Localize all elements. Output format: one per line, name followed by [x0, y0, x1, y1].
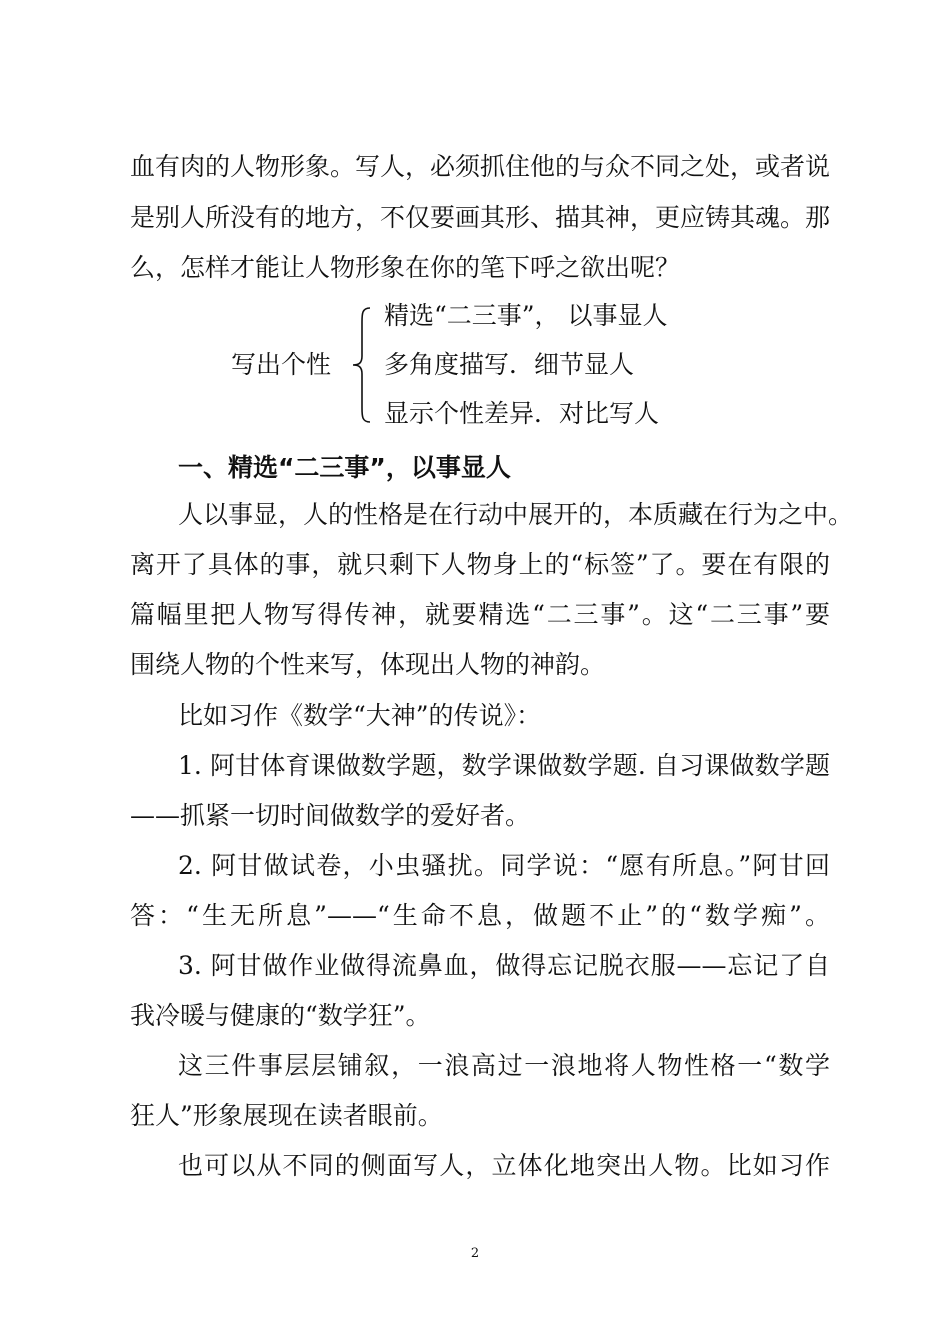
summary-line-2: 狂人”形象展现在读者眼前。 [130, 1101, 443, 1130]
summary-line-1: 这三件事层层铺叙，一浪高过一浪地将人物性格一“数学 [178, 1051, 830, 1080]
item1-line-2: ——抓紧一切时间做数学的爱好者。 [130, 801, 531, 830]
para1-line-1: 人以事显，人的性格是在行动中展开的，本质藏在行为之中。 [178, 500, 854, 529]
item2-line-1: 2. 阿甘做试卷，小虫骚扰。同学说：“愿有所息。”阿甘回 [178, 851, 830, 880]
diagram-label: 写出个性 [231, 350, 332, 379]
example-intro: 比如习作《数学“大神”的传说》： [178, 701, 542, 730]
para1-line-3: 篇幅里把人物写得传神，就要精选“二三事”。这“二三事”要 [130, 600, 830, 629]
item1-line-1: 1. 阿甘体育课做数学题，数学课做数学题. 自习课做数学题 [178, 751, 830, 780]
page-number: 2 [470, 1246, 480, 1261]
item2-line-2: 答：“生无所息”——“生命不息，做题不止”的“数学痴”。 [130, 901, 830, 930]
diagram-branch-3: 显示个性差异．对比写人 [384, 399, 660, 428]
intro-line-1: 血有肉的人物形象。写人，必须抓住他的与众不同之处，或者说 [130, 152, 831, 181]
para1-line-4: 围绕人物的个性来写，体现出人物的神韵。 [130, 650, 606, 679]
item3-line-2: 我冷暖与健康的“数学狂”。 [130, 1001, 431, 1030]
final-line: 也可以从不同的侧面写人，立体化地突出人物。比如习作 [178, 1151, 830, 1180]
curly-brace [350, 306, 374, 424]
section-heading: 一、精选“二三事”，以事显人 [178, 453, 511, 482]
para1-line-2: 离开了具体的事，就只剩下人物身上的“标签”了。要在有限的 [130, 550, 830, 579]
diagram-branch-1: 精选“二三事”， 以事显人 [384, 301, 668, 330]
item3-line-1: 3. 阿甘做作业做得流鼻血，做得忘记脱衣服——忘记了自 [178, 951, 830, 980]
intro-line-3: 么，怎样才能让人物形象在你的笔下呼之欲出呢？ [130, 253, 681, 282]
intro-line-2: 是别人所没有的地方，不仅要画其形、描其神，更应铸其魂。那 [130, 203, 831, 232]
diagram-branch-2: 多角度描写．细节显人 [384, 350, 635, 379]
